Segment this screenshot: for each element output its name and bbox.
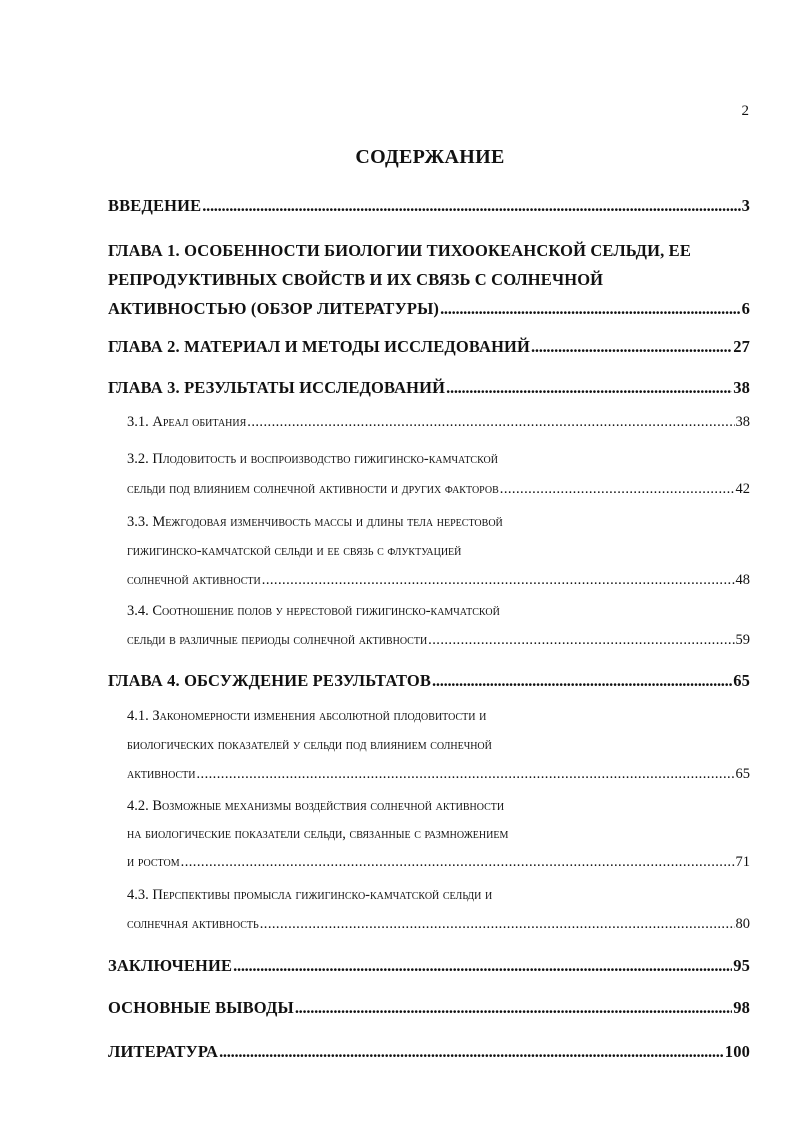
toc-entry-label: и ростом (127, 854, 180, 870)
toc-entry-section-4-2[interactable] (127, 792, 750, 876)
dot-leader (295, 997, 732, 1019)
toc-page-number: 71 (735, 854, 750, 870)
dot-leader (247, 411, 734, 433)
dot-leader (446, 377, 732, 399)
dot-leader (432, 670, 732, 692)
toc-page-number: 38 (735, 414, 750, 430)
toc-entry-section-4-1[interactable] (127, 702, 750, 789)
toc-entry-label: ЛИТЕРАТУРА (108, 1042, 219, 1061)
toc-entry-label: 4.1. Закономерности изменения абсолютной плодовитости и (127, 708, 487, 724)
toc-entry-label: 3.3. Межгодовая изменчивость массы и длины тела нерестовой (127, 514, 503, 530)
toc-page-number: 42 (735, 481, 750, 497)
toc-entry-label: активности (127, 766, 196, 782)
toc-entry-label: солнечной активности (127, 572, 261, 588)
toc-entry-label: сельди под влиянием солнечной активности и других факторов (127, 481, 499, 497)
toc-entry-label: 4.3. Перспективы промысла гижигинско-камчатской сельди и (127, 887, 493, 903)
dot-leader (202, 196, 740, 216)
toc-entry-label: сельди в различные периоды солнечной активности (127, 632, 428, 648)
toc-entry-section-3-3[interactable] (127, 508, 750, 595)
toc-entry-label: ЗАКЛЮЧЕНИЕ (108, 956, 233, 975)
toc-page-number: 100 (724, 1042, 750, 1061)
toc-entry-section-3-1[interactable] (127, 411, 750, 433)
toc-entry-label: ГЛАВА 4. ОБСУЖДЕНИЕ РЕЗУЛЬТАТОВ (108, 671, 432, 690)
toc-entry-label: 3.1. Ареал обитания (127, 414, 247, 430)
toc-entry-label: ОСНОВНЫЕ ВЫВОДЫ (108, 998, 294, 1017)
toc-entry-label: ГЛАВА 3. РЕЗУЛЬТАТЫ ИССЛЕДОВАНИЙ (108, 378, 446, 397)
dot-leader (260, 910, 735, 939)
toc-entry-label: на биологические показатели сельди, связанные с размножением (127, 826, 509, 842)
dot-leader (233, 955, 732, 977)
toc-entry-label: РЕПРОДУКТИВНЫХ СВОЙСТВ И ИХ СВЯЗЬ С СОЛНЕЧНОЙ (108, 270, 604, 289)
toc-entry-chapter-4[interactable] (108, 670, 750, 692)
toc-entry-main-conclusions[interactable] (108, 997, 750, 1019)
toc-page-number: 65 (733, 671, 750, 690)
toc-page-number: 59 (735, 632, 750, 648)
toc-entry-chapter-1[interactable] (108, 236, 750, 323)
toc-entry-label: 3.2. Плодовитость и воспроизводство гижигинско-камчатской (127, 451, 498, 467)
dot-leader (219, 1041, 724, 1063)
toc-entry-conclusion[interactable] (108, 955, 750, 977)
toc-page-number: 3 (741, 196, 750, 215)
toc-entry-label: солнечная активность (127, 916, 259, 932)
toc-page-number: 38 (733, 378, 750, 397)
toc-entry-chapter-3[interactable] (108, 377, 750, 399)
toc-entry-chapter-2[interactable] (108, 336, 750, 358)
toc-entry-label: ВВЕДЕНИЕ (108, 196, 202, 215)
toc-page-number: 65 (735, 766, 750, 782)
toc-page-number: 6 (741, 299, 750, 318)
toc-entry-label: биологических показателей у сельди под влиянием солнечной (127, 737, 492, 753)
toc-page-number: 80 (735, 916, 750, 932)
toc-page-number: 27 (733, 337, 750, 356)
dot-leader (531, 336, 732, 358)
dot-leader (196, 760, 734, 789)
toc-entry-introduction[interactable] (108, 196, 750, 216)
dot-leader (440, 294, 741, 323)
toc-page-number: 98 (733, 998, 750, 1017)
dot-leader (262, 566, 735, 595)
toc-entry-label: ГЛАВА 1. ОСОБЕННОСТИ БИОЛОГИИ ТИХООКЕАНСКОЙ СЕЛЬДИ, ЕЕ (108, 241, 691, 260)
toc-entry-label: гижигинско-камчатской сельди и ее связь с флуктуацией (127, 543, 462, 559)
toc-entry-label: ГЛАВА 2. МАТЕРИАЛ И МЕТОДЫ ИССЛЕДОВАНИЙ (108, 337, 531, 356)
toc-entry-references[interactable] (108, 1041, 750, 1063)
page-number: 2 (741, 103, 749, 119)
toc-entry-label: 3.4. Соотношение полов у нерестовой гижигинско-камчатской (127, 603, 500, 619)
toc-page-number: 95 (733, 956, 750, 975)
toc-entry-section-4-3[interactable] (127, 881, 750, 939)
dot-leader (500, 474, 735, 504)
dot-leader (181, 848, 735, 876)
toc-entry-label: 4.2. Возможные механизмы воздействия солнечной активности (127, 798, 505, 814)
page-title: СОДЕРЖАНИЕ (355, 146, 505, 168)
toc-entry-section-3-4[interactable] (127, 597, 750, 655)
toc-entry-label: АКТИВНОСТЬЮ (ОБЗОР ЛИТЕРАТУРЫ) (108, 299, 440, 318)
toc-page-number: 48 (735, 572, 750, 588)
toc-entry-section-3-2[interactable] (127, 444, 750, 504)
dot-leader (428, 626, 734, 655)
